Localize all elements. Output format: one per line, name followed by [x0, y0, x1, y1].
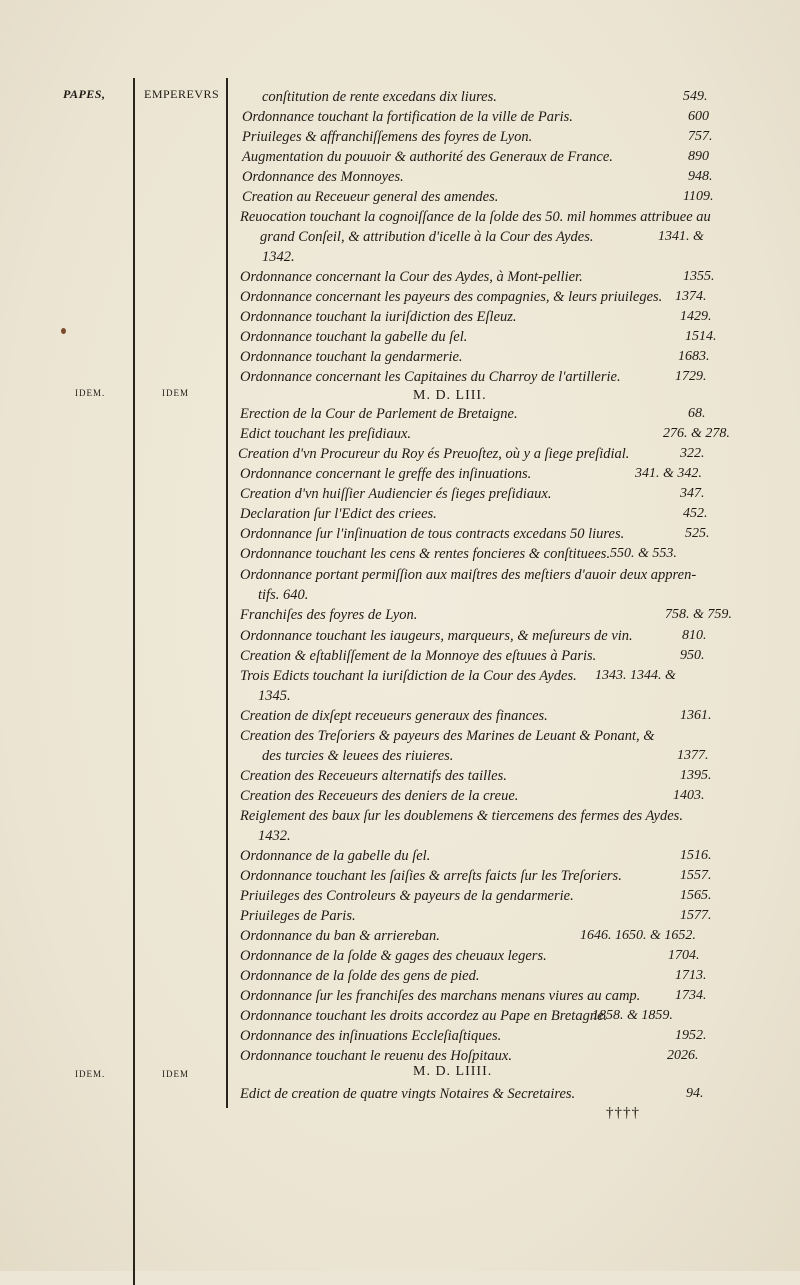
- entry-page-number: 1577.: [680, 908, 712, 923]
- entry-title: Creation des Receueurs des deniers de la creue.: [240, 788, 519, 804]
- entry-title: Ordonnance touchant les ſaiſies & arreſts faicts ſur les Treſoriers.: [240, 868, 622, 884]
- entry-title: Ordonnance des Monnoyes.: [242, 169, 404, 185]
- entry-title: Reiglement des baux ſur les doublemens & tiercemens des fermes des Aydes.: [240, 808, 683, 824]
- entry-page-number: 600: [688, 109, 709, 124]
- entry-title: Creation & eſtabliſſement de la Monnoye des eſtuues à Paris.: [240, 648, 597, 664]
- entry-page-number: 810.: [682, 628, 707, 643]
- entry-title: 1432.: [258, 828, 291, 844]
- entry-title: Ordonnance concernant les Capitaines du Charroy de l'artillerie.: [240, 369, 621, 385]
- entry-title: 1345.: [258, 688, 291, 704]
- entry-page-number: 94.: [686, 1086, 704, 1101]
- entry-page-number: 1557.: [680, 868, 712, 883]
- column-header-empereurs: EMPEREVRS: [144, 87, 220, 101]
- entry-page-number: 1729.: [675, 369, 707, 384]
- entry-title: Priuileges de Paris.: [240, 908, 356, 924]
- entry-title: Priuileges & affranchiſſemens des foyres de Lyon.: [242, 129, 533, 145]
- entry-title: Creation au Receueur general des amendes.: [242, 189, 499, 205]
- entry-title: Ordonnance de la gabelle du ſel.: [240, 848, 431, 864]
- entry-title: Edict de creation de quatre vingts Notaires & Secretaires.: [240, 1086, 576, 1102]
- entry-title: Ordonnance concernant le greffe des inſinuations.: [240, 466, 532, 482]
- entry-page-number: 525.: [685, 526, 710, 541]
- entry-title: Ordonnance concernant les payeurs des compagnies, & leurs priuileges.: [240, 289, 663, 305]
- entry-page-number: 1377.: [677, 748, 709, 763]
- year-heading: M. D. LIIII.: [413, 1064, 493, 1079]
- entry-title: conſtitution de rente excedans dix liures.: [262, 89, 497, 105]
- entry-title: Ordonnance ſur l'inſinuation de tous contracts excedans 50 liures.: [240, 526, 625, 542]
- idem-label-papes: IDEM.: [75, 1069, 106, 1079]
- entry-title: Ordonnance touchant la iuriſdiction des Eſleuz.: [240, 309, 517, 325]
- entry-page-number: 276. & 278.: [663, 426, 730, 441]
- entry-title: Priuileges des Controleurs & payeurs de la gendarmerie.: [240, 888, 574, 904]
- entry-title: Ordonnance touchant la gendarmerie.: [240, 349, 463, 365]
- entry-page-number: 1683.: [678, 349, 710, 364]
- entry-page-number: 1374.: [675, 289, 707, 304]
- entry-page-number: 322.: [680, 446, 705, 461]
- entry-page-number: 1704.: [668, 948, 700, 963]
- entry-page-number: 1343. 1344. &: [595, 668, 676, 683]
- ink-spot: [61, 328, 66, 334]
- entry-title: Declaration ſur l'Edict des criees.: [240, 506, 437, 522]
- entry-page-number: 549.: [683, 89, 708, 104]
- idem-label-empereurs: IDEM: [162, 1069, 189, 1079]
- entry-title: Ordonnance touchant la gabelle du ſel.: [240, 329, 468, 345]
- entry-title: grand Conſeil, & attribution d'icelle à la Cour des Aydes.: [260, 229, 594, 245]
- entry-page-number: 1395.: [680, 768, 712, 783]
- entry-page-number: 550. & 553.: [610, 546, 677, 561]
- entry-page-number: 950.: [680, 648, 705, 663]
- entry-page-number: 1713.: [675, 968, 707, 983]
- entry-title: Creation d'vn huiſſier Audiencier és ſieges preſidiaux.: [240, 486, 552, 502]
- entry-title: Ordonnance de la ſolde & gages des cheuaux legers.: [240, 948, 547, 964]
- entry-title: Ordonnance ſur les franchiſes des marchans menans viures au camp.: [240, 988, 641, 1004]
- entry-title: Erection de la Cour de Parlement de Bretaigne.: [240, 406, 518, 422]
- column-rule-left: [133, 78, 135, 1285]
- column-header-papes: PAPES,: [63, 87, 106, 101]
- idem-label-empereurs: IDEM: [162, 388, 189, 398]
- entry-page-number: 1858. & 1859.: [592, 1008, 673, 1023]
- column-rule-right: [226, 78, 228, 1108]
- entry-page-number: 452.: [683, 506, 708, 521]
- entry-title: Ordonnance concernant la Cour des Aydes, à Mont-pellier.: [240, 269, 583, 285]
- entry-page-number: 2026.: [667, 1048, 699, 1063]
- entry-page-number: 757.: [688, 129, 713, 144]
- entry-title: Creation de dixſept receueurs generaux des finances.: [240, 708, 548, 724]
- entry-title: Ordonnance touchant les iaugeurs, marqueurs, & meſureurs de vin.: [240, 628, 633, 644]
- entry-page-number: 1516.: [680, 848, 712, 863]
- signature-mark: ††††: [606, 1105, 640, 1121]
- entry-title: Ordonnance du ban & arriereban.: [240, 928, 440, 944]
- entry-title: Ordonnance portant permiſſion aux maiſtres des meſtiers d'auoir deux appren-: [240, 567, 697, 583]
- entry-page-number: 758. & 759.: [665, 607, 732, 622]
- entry-page-number: 1341. &: [658, 229, 704, 244]
- entry-page-number: 1514.: [685, 329, 717, 344]
- entry-page-number: 1952.: [675, 1028, 707, 1043]
- entry-page-number: 1429.: [680, 309, 712, 324]
- idem-label-papes: IDEM.: [75, 388, 106, 398]
- entry-page-number: 1361.: [680, 708, 712, 723]
- entry-page-number: 890: [688, 149, 709, 164]
- entry-title: Franchiſes des foyres de Lyon.: [240, 607, 418, 623]
- entry-title: Edict touchant les preſidiaux.: [240, 426, 412, 442]
- entry-page-number: 1734.: [675, 988, 707, 1003]
- entry-title: 1342.: [262, 249, 295, 265]
- entry-page-number: 1355.: [683, 269, 715, 284]
- entry-title: Ordonnance touchant les droits accordez au Pape en Bretagne.: [240, 1008, 608, 1024]
- entry-title: Creation des Receueurs alternatifs des tailles.: [240, 768, 507, 784]
- entry-page-number: 341. & 342.: [635, 466, 702, 481]
- entry-title: Reuocation touchant la cognoiſſance de la ſolde des 50. mil hommes attribuee au: [240, 209, 711, 225]
- entry-page-number: 68.: [688, 406, 706, 421]
- entry-title: Ordonnance des inſinuations Eccleſiaſtiques.: [240, 1028, 502, 1044]
- entry-page-number: 1109.: [683, 189, 714, 204]
- entry-page-number: 948.: [688, 169, 713, 184]
- entry-title: Ordonnance touchant le reuenu des Hoſpitaux.: [240, 1048, 512, 1064]
- year-heading: M. D. LIII.: [413, 388, 487, 403]
- entry-title: Trois Edicts touchant la iuriſdiction de la Cour des Aydes.: [240, 668, 577, 684]
- entry-title: Ordonnance de la ſolde des gens de pied.: [240, 968, 480, 984]
- entry-page-number: 347.: [680, 486, 705, 501]
- entry-page-number: 1646. 1650. & 1652.: [580, 928, 696, 943]
- entry-title: Creation d'vn Procureur du Roy és Preuoſtez, où y a ſiege preſidial.: [238, 446, 630, 462]
- entry-title: tifs. 640.: [258, 587, 309, 603]
- entry-title: Creation des Treſoriers & payeurs des Marines de Leuant & Ponant, &: [240, 728, 655, 744]
- entry-title: Augmentation du pouuoir & authorité des Generaux de France.: [242, 149, 613, 165]
- entry-page-number: 1565.: [680, 888, 712, 903]
- entry-title: Ordonnance touchant les cens & rentes foncieres & conſtituees.: [240, 546, 611, 562]
- entry-title: des turcies & leuees des riuieres.: [262, 748, 454, 764]
- entry-title: Ordonnance touchant la fortification de la ville de Paris.: [242, 109, 573, 125]
- entry-page-number: 1403.: [673, 788, 705, 803]
